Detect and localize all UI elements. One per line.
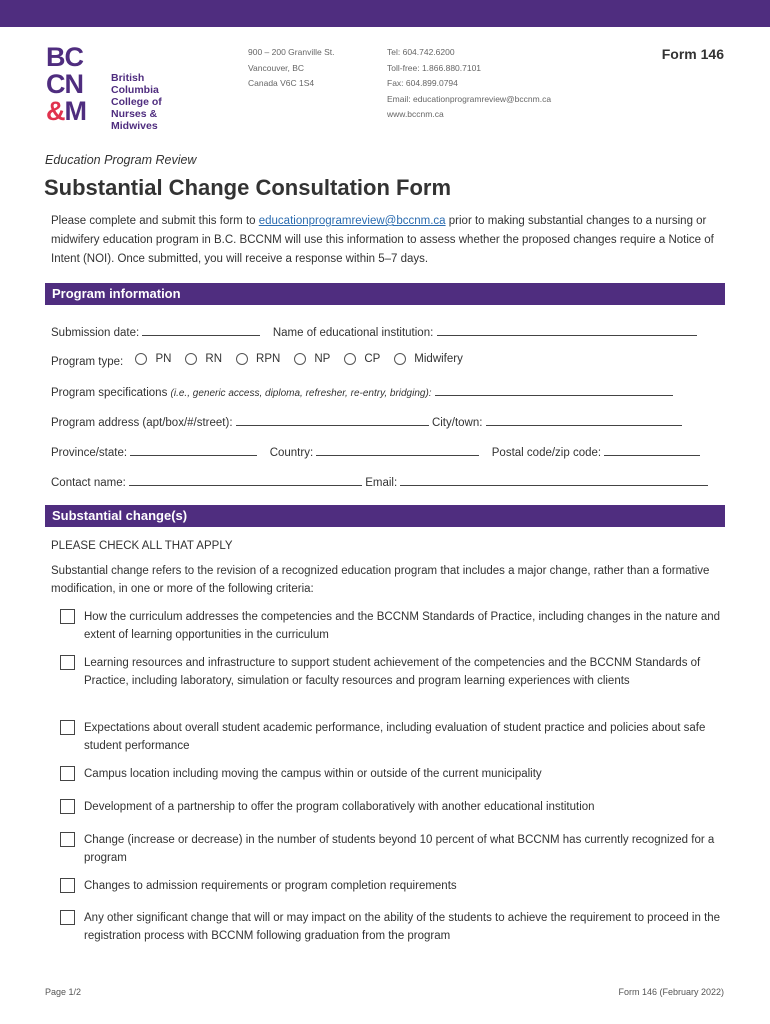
radio-np[interactable]: [294, 353, 306, 365]
specifications-label: Program specifications: [51, 387, 168, 399]
bccnm-logo: [46, 44, 176, 134]
program-type-pn[interactable]: PN: [135, 353, 171, 365]
row-submission: [51, 323, 721, 339]
city-label: City/town:: [431, 417, 483, 429]
page-subtitle: Education Program Review: [45, 153, 197, 167]
checkbox-curriculum[interactable]: [60, 609, 75, 624]
logo-ampersand: &: [46, 96, 65, 126]
website-link[interactable]: www.bccnm.ca: [387, 109, 444, 119]
program-information-heading: Program information: [45, 283, 725, 305]
top-color-bar: [0, 0, 770, 27]
submission-date-field[interactable]: [142, 323, 260, 336]
institution-label: Name of educational institution:: [272, 327, 434, 339]
logo-organization-name: British Columbia College of Nurses & Midwives: [111, 72, 162, 132]
institution-field[interactable]: [437, 323, 697, 336]
contact-email-link[interactable]: Email: educationprogramreview@bccnm.ca: [387, 93, 552, 104]
substantial-change-definition: Substantial change refers to the revision of a recognized education program that includes a major change, rather than a formative modification, in one or more of the following criteria:: [51, 565, 710, 595]
specifications-hint: (i.e., generic access, diploma, refresher, re-entry, bridging):: [170, 388, 432, 399]
program-type-cp[interactable]: CP: [344, 353, 380, 365]
logo-m: M: [64, 96, 86, 126]
radio-midwifery[interactable]: [394, 353, 406, 365]
logo-line-1: BC: [46, 42, 83, 72]
checkbox-campus-location[interactable]: [60, 766, 75, 781]
row-program-type: [51, 353, 721, 368]
radio-rn[interactable]: [185, 353, 197, 365]
email-label: Email:: [365, 477, 398, 489]
page-title: Substantial Change Consultation Form: [44, 175, 452, 200]
form-number: Form 146: [661, 46, 724, 62]
checkbox-other-significant[interactable]: [60, 910, 75, 925]
province-label: Province/state:: [51, 447, 128, 459]
radio-pn[interactable]: [135, 353, 147, 365]
row-address: [51, 413, 721, 429]
checkbox-admission-requirements[interactable]: [60, 878, 75, 893]
substantial-changes-heading: Substantial change(s): [45, 505, 725, 527]
logo-line-2: CN: [46, 69, 83, 99]
program-type-rn[interactable]: RN: [185, 353, 222, 365]
checkbox-student-numbers[interactable]: [60, 832, 75, 847]
country-label: Country:: [269, 447, 314, 459]
checkbox-academic-performance[interactable]: [60, 720, 75, 735]
submission-date-label: Submission date:: [51, 327, 140, 339]
program-type-label: Program type:: [51, 356, 124, 368]
contact-details: Tel: 604.742.6200 Toll-free: 1.866.880.7101 Fax: 604.899.0794 Email: educationprogramreview@bccnm.ca www.bccnm.ca: [387, 45, 551, 123]
page-number: Page 1/2: [45, 987, 82, 997]
address-field[interactable]: [236, 413, 429, 426]
city-field[interactable]: [486, 413, 682, 426]
postal-code-label: Postal code/zip code:: [491, 447, 602, 459]
checkbox-partnership[interactable]: [60, 799, 75, 814]
mailing-address: 900 – 200 Granville St. Vancouver, BC Canada V6C 1S4: [248, 47, 335, 88]
check-all-instruction: PLEASE CHECK ALL THAT APPLY: [51, 540, 233, 552]
radio-cp[interactable]: [344, 353, 356, 365]
email-field[interactable]: [400, 473, 708, 486]
postal-code-field[interactable]: [604, 443, 700, 456]
contact-name-field[interactable]: [129, 473, 362, 486]
row-specifications: [51, 383, 721, 399]
specifications-field[interactable]: [435, 383, 673, 396]
checkbox-learning-resources[interactable]: [60, 655, 75, 670]
program-type-np[interactable]: NP: [294, 353, 330, 365]
address-label: Program address (apt/box/#/street):: [51, 417, 233, 429]
intro-paragraph: Please complete and submit this form to educationprogramreview@bccnm.ca prior to making substantial changes to a nursing or midwifery education program in B.C. BCCNM will use this information to assess whether the proposed changes require a Notice of Intent (NOI). Once submitted, you will receive a response within 5–7 days.: [51, 215, 714, 265]
program-type-rpn[interactable]: RPN: [236, 353, 280, 365]
province-field[interactable]: [130, 443, 257, 456]
form-version: Form 146 (February 2022): [618, 987, 724, 997]
program-type-midwifery[interactable]: Midwifery: [394, 353, 463, 365]
row-contact: [51, 473, 721, 489]
country-field[interactable]: [316, 443, 479, 456]
row-province: [51, 443, 721, 459]
submission-email-link[interactable]: educationprogramreview@bccnm.ca: [258, 215, 446, 227]
contact-name-label: Contact name:: [51, 477, 126, 489]
radio-rpn[interactable]: [236, 353, 248, 365]
